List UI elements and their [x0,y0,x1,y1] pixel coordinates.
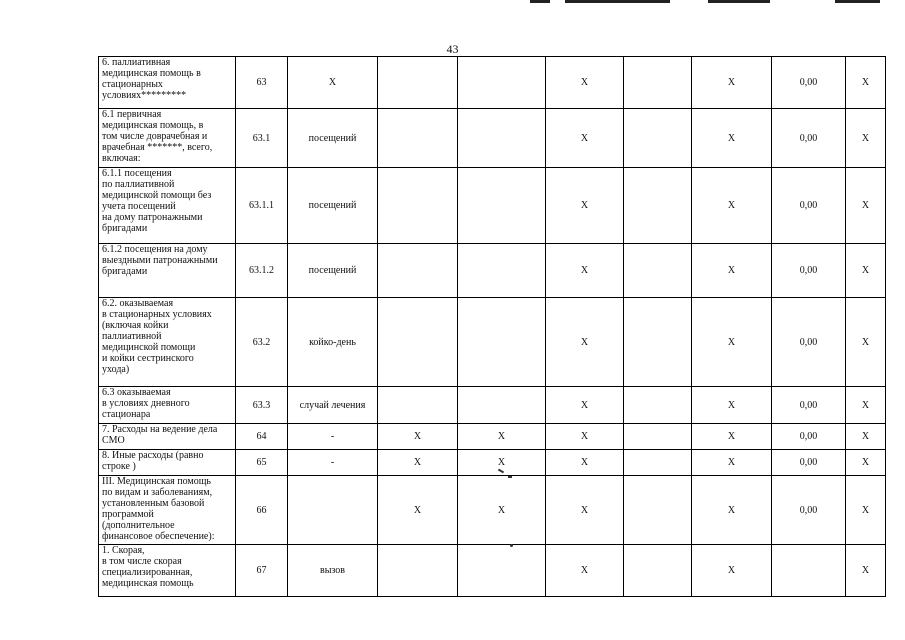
row-col5-cell: Х [458,450,546,476]
row-value-cell: 0,00 [772,476,846,545]
row-col4-cell [378,387,458,424]
table-row [99,545,886,597]
row-col10-cell: Х [846,387,886,424]
scan-speck [508,476,512,478]
row-col6-cell: Х [546,424,624,450]
row-name-cell: 6. паллиативная медицинская помощь в стационарных условиях********* [99,57,236,109]
row-unit-cell: - [288,424,378,450]
row-col8-cell: Х [692,57,772,109]
row-value-cell: 0,00 [772,109,846,168]
row-col5-cell [458,387,546,424]
row-col7-cell [624,57,692,109]
row-col4-cell: Х [378,424,458,450]
row-col6-cell: Х [546,387,624,424]
row-value-cell: 0,00 [772,450,846,476]
row-value-cell: 0,00 [772,424,846,450]
row-col4-cell [378,545,458,597]
row-col6-cell: Х [546,298,624,387]
row-col6-cell: Х [546,244,624,298]
data-table [98,56,886,597]
row-col7-cell [624,387,692,424]
row-code-cell: 63 [236,57,288,109]
table-row [99,109,886,168]
row-col6-cell: Х [546,476,624,545]
row-col7-cell [624,476,692,545]
row-name-cell: 6.1.2 посещения на дому выездными патронажными бригадами [99,244,236,298]
row-value-cell: 0,00 [772,387,846,424]
row-col4-cell [378,168,458,244]
table-row [99,450,886,476]
row-col10-cell: Х [846,244,886,298]
row-col6-cell: Х [546,450,624,476]
row-col10-cell: Х [846,476,886,545]
row-col7-cell [624,545,692,597]
row-unit-cell: Х [288,57,378,109]
row-col7-cell [624,424,692,450]
row-col6-cell: Х [546,168,624,244]
row-col5-cell [458,545,546,597]
row-col10-cell: Х [846,545,886,597]
row-unit-cell: вызов [288,545,378,597]
row-col7-cell [624,298,692,387]
row-col10-cell: Х [846,450,886,476]
row-col8-cell: Х [692,109,772,168]
row-col5-cell [458,244,546,298]
row-name-cell: III. Медицинская помощь по видам и заболеваниям, установленным базовой программой (дополнительное финансовое обеспечение): [99,476,236,545]
row-col8-cell: Х [692,168,772,244]
row-unit-cell: случай лечения [288,387,378,424]
row-col5-cell [458,109,546,168]
row-code-cell: 63.1.2 [236,244,288,298]
row-col5-cell [458,57,546,109]
row-col7-cell [624,168,692,244]
row-col10-cell: Х [846,424,886,450]
scan-speck [510,544,513,547]
row-name-cell: 6.1.1 посещения по паллиативной медицинской помощи без учета посещений на дому патронажными бригадами [99,168,236,244]
row-col8-cell: Х [692,298,772,387]
row-code-cell: 63.1.1 [236,168,288,244]
row-col7-cell [624,109,692,168]
row-col5-cell [458,168,546,244]
row-col6-cell: Х [546,545,624,597]
row-code-cell: 63.3 [236,387,288,424]
row-col10-cell: Х [846,57,886,109]
row-col4-cell [378,57,458,109]
row-col8-cell: Х [692,476,772,545]
row-code-cell: 66 [236,476,288,545]
row-code-cell: 65 [236,450,288,476]
table-body [99,57,886,597]
row-col7-cell [624,244,692,298]
row-unit-cell: - [288,450,378,476]
row-col8-cell: Х [692,244,772,298]
row-col7-cell [624,450,692,476]
row-col4-cell [378,244,458,298]
row-name-cell: 1. Скорая, в том числе скорая специализированная, медицинская помощь [99,545,236,597]
row-col4-cell [378,298,458,387]
row-col4-cell [378,109,458,168]
row-name-cell: 7. Расходы на ведение дела СМО [99,424,236,450]
row-col8-cell: Х [692,387,772,424]
row-unit-cell: посещений [288,109,378,168]
scan-artifact [708,0,770,3]
scan-artifact [835,0,880,3]
table-row [99,424,886,450]
table-row [99,57,886,109]
table-row [99,387,886,424]
row-value-cell [772,545,846,597]
row-unit-cell: койко-день [288,298,378,387]
row-col8-cell: Х [692,545,772,597]
row-name-cell: 6.2. оказываемая в стационарных условиях (включая койки паллиативной медицинской помощи и койки сестринского ухода) [99,298,236,387]
row-value-cell: 0,00 [772,244,846,298]
row-col10-cell: Х [846,298,886,387]
row-code-cell: 63.2 [236,298,288,387]
table-row [99,298,886,387]
row-col10-cell: Х [846,109,886,168]
row-unit-cell: посещений [288,244,378,298]
row-name-cell: 6.3 оказываемая в условиях дневного стационара [99,387,236,424]
scan-artifact [530,0,550,3]
scan-artifact [565,0,670,3]
row-col6-cell: Х [546,57,624,109]
row-name-cell: 6.1 первичная медицинская помощь, в том числе доврачебная и врачебная *******, всего, включая: [99,109,236,168]
row-code-cell: 64 [236,424,288,450]
row-value-cell: 0,00 [772,298,846,387]
table-row [99,168,886,244]
row-col5-cell [458,298,546,387]
row-code-cell: 67 [236,545,288,597]
row-value-cell: 0,00 [772,57,846,109]
row-col4-cell: Х [378,450,458,476]
row-value-cell: 0,00 [772,168,846,244]
row-col4-cell: Х [378,476,458,545]
row-unit-cell: посещений [288,168,378,244]
row-unit-cell [288,476,378,545]
row-col5-cell: Х [458,476,546,545]
row-col8-cell: Х [692,450,772,476]
row-name-cell: 8. Иные расходы (равно строке ) [99,450,236,476]
table-row [99,476,886,545]
page-number: 43 [446,42,459,56]
row-code-cell: 63.1 [236,109,288,168]
row-col10-cell: Х [846,168,886,244]
row-col8-cell: Х [692,424,772,450]
row-col6-cell: Х [546,109,624,168]
row-col5-cell: Х [458,424,546,450]
table-row [99,244,886,298]
